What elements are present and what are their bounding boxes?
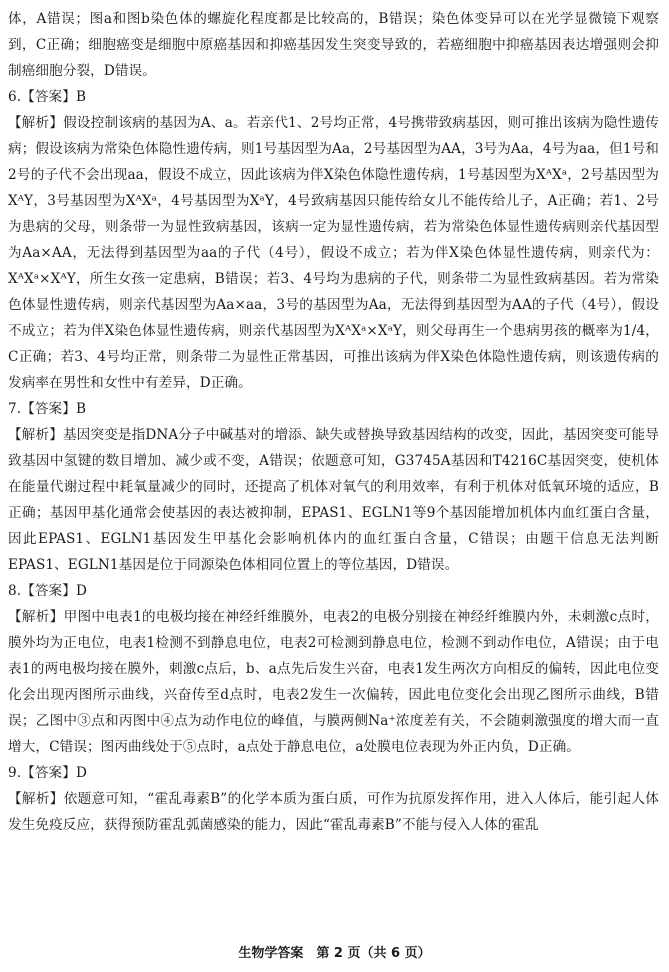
answer-heading [8,760,659,786]
question-8 [8,578,659,760]
question-number: 6. [8,89,22,105]
question-7 [8,396,659,578]
answer-label: 【答案】B [21,89,87,105]
question-9 [8,760,659,838]
answer-label: 【答案】D [21,583,87,599]
page-footer: 生物学答案 第 2 页（共 6 页） [238,946,431,961]
intro-paragraph: 体，A错误；图a和图b染色体的螺旋化程度都是比较高的，B错误；染色体变异可以在光学显微镜下观察到，C正确；细胞癌变是细胞中原癌基因和抑癌基因发生突变导致的，若癌细胞中抑癌基因表达增强则会抑制癌细胞分裂，D错误。 [8,11,659,79]
answer-heading [8,578,659,604]
answer-heading [8,84,659,110]
question-6 [8,84,659,396]
answer-label: 【答案】B [21,401,87,417]
analysis-paragraph: 【解析】依题意可知，“霍乱毒素B”的化学本质为蛋白质，可作为抗原发挥作用，进入人体后，能引起人体发生免疫反应，获得预防霍乱弧菌感染的能力，因此“霍乱毒素B”不能与侵入人体的霍乱 [8,791,659,833]
analysis-paragraph: 【解析】甲图中电表1的电极均接在神经纤维膜外，电表2的电极分别接在神经纤维膜内外，未刺激c点时，膜外均为正电位，电表1检测不到静息电位，电表2可检测到静息电位，检测不到动作电位，A错误；由于电表1的两电极均接在膜外，刺激c点后，b、a点先后发生兴奋，电表1发生两次方向相反的偏转，因此电位变化会出现丙图所示曲线，兴奋传至d点时，电表2发生一次偏转，因此电位变化会出现乙图所示曲线，B错误；乙图中③点和丙图中④点为动作电位的峰值，与膜两侧Na⁺浓度差有关，不会随刺激强度的增大而一直增大，C错误；图丙曲线处于⑤点时，a点处于静息电位，a处膜电位表现为外正内负，D正确。 [8,609,659,755]
question-number: 8. [8,583,22,599]
question-number: 7. [8,401,22,417]
analysis-paragraph: 【解析】假设控制该病的基因为A、a。若亲代1、2号均正常，4号携带致病基因，则可推出该病为隐性遗传病；假设该病为常染色体隐性遗传病，则1号基因型为Aa，2号基因型为AA，3号为Aa，4号为aa，但1号和2号的子代不会出现aa，假设不成立，因此该病为伴X染色体隐性遗传病，1号基因型为XᴬXᵃ，2号基因型为XᴬY，3号基因型为XᴬXᵃ，4号基因型为XᵃY，4号致病基因只能传给女儿不能传给儿子，A正确；若1、2号为患病的父母，则条带一为显性致病基因，该病一定为显性遗传病，若为常染色体显性遗传病则亲代基因型为Aa×AA，无法得到基因型为aa的子代（4号），假设不成立；若为伴X染色体显性遗传病，则亲代为：XᴬXᵃ×XᴬY，所生女孩一定患病，B错误；若3、4号均为患病的子代，则条带二为显性致病基因。若为常染色体显性遗传病，则亲代基因型为Aa×aa，3号的基因型为Aa，无法得到基因型为AA的子代（4号），假设不成立；若为伴X染色体显性遗传病，则亲代基因型为XᴬXᵃ×XᵃY，则父母再生一个患病男孩的概率为1/4，C正确；若3、4号均正常，则条带二为显性正常基因，可推出该病为伴X染色体隐性遗传病，则该遗传病的发病率在男性和女性中有差异，D正确。 [8,115,659,391]
question-number: 9. [8,765,22,781]
answer-label: 【答案】D [21,765,87,781]
answer-heading [8,396,659,422]
analysis-paragraph: 【解析】基因突变是指DNA分子中碱基对的增添、缺失或替换导致基因结构的改变，因此，基因突变可能导致基因中氢键的数目增加、减少或不变，A错误；依题意可知，G3745A基因和T4216C基因突变，使机体在能量代谢过程中耗氧量减少的同时，还提高了机体对氧气的利用效率，有利于机体对低氧环境的适应，B正确；基因甲基化通常会使基因的表达被抑制，EPAS1、EGLN1等9个基因能增加机体内血红蛋白含量，因此EPAS1、EGLN1基因发生甲基化会影响机体内的血红蛋白含量，C错误；由题干信息无法判断EPAS1、EGLN1基因是位于同源染色体相同位置上的等位基因，D错误。 [8,427,659,573]
